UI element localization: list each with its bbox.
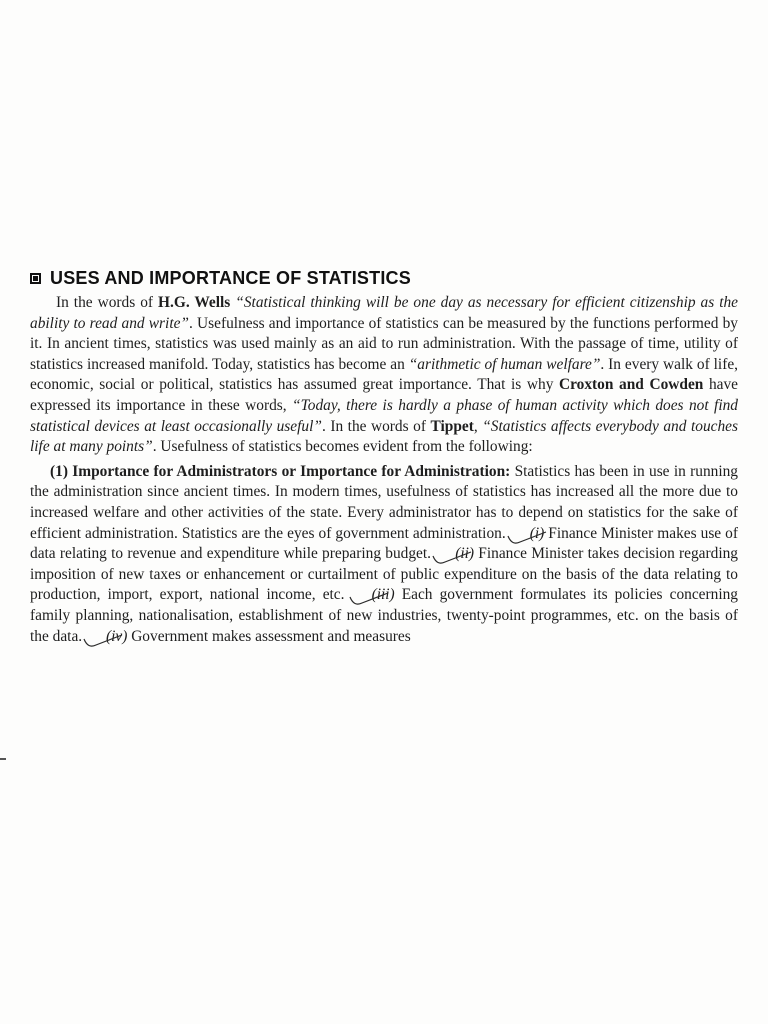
intro-text: ,	[473, 417, 483, 435]
author-wells: H.G. Wells	[158, 294, 231, 311]
administration-text: Statistics has been in use in running the administration since ancient times. In modern times, usefulness of statistics has increased all the more due to increased welfare and other activities of the state. Every administrator has to depend on statistics for the sake of efficient administration. Statistics are the eyes of government administration.	[30, 462, 739, 542]
administration-text: Finance Minister takes decision regarding imposition of new taxes or enhancement or curtailment of public expenditure on the basis of the data relating to production, import, export, national income, etc.	[30, 545, 738, 604]
page-edge-mark	[0, 758, 6, 760]
point-marker-i	[510, 524, 545, 545]
administration-text: Finance Minister makes use of data relating to revenue and expenditure while preparing budget.	[30, 524, 738, 563]
author-croxton-cowden: Croxton and Cowden	[559, 376, 704, 394]
author-tippet: Tippet	[430, 417, 474, 435]
square-bullet-icon	[30, 273, 41, 284]
intro-text: have expressed its importance in these words,	[30, 376, 739, 414]
intro-text: . In every walk of life, economic, social or political, statistics has assumed great importance. That is why	[30, 355, 739, 394]
document-content	[30, 268, 738, 647]
point-marker-iv	[86, 627, 127, 648]
pen-annotation-icon	[431, 546, 475, 568]
quote-wells: “Statistical thinking will be one day as necessary for efficient citizenship as the ability to read and write”	[30, 294, 738, 332]
point-marker-iii	[352, 585, 395, 606]
administration-paragraph	[30, 462, 738, 647]
point-marker-ii	[435, 544, 474, 565]
intro-text: . Usefulness of statistics becomes evident from the following:	[152, 438, 533, 456]
intro-text: In the words of	[56, 294, 159, 311]
point-label-i: (i)	[529, 524, 545, 542]
intro-text: . In the words of	[321, 417, 431, 435]
quote-tippet: “Statistics affects everybody and touches life at many points”	[30, 417, 738, 456]
intro-paragraph	[30, 293, 738, 458]
administration-text: Each government formulates its policies concerning family planning, nationalisation, establishment of new industries, twenty-point programmes, etc. on the basis of the data.	[30, 586, 738, 645]
section-heading	[30, 268, 738, 289]
point-label-iv: (iv)	[105, 627, 128, 645]
section-heading-text: USES AND IMPORTANCE OF STATISTICS	[50, 268, 411, 288]
pen-annotation-icon	[82, 629, 126, 651]
subsection-title: (1) Importance for Administrators or Importance for Administration:	[50, 462, 511, 480]
intro-text: . Usefulness and importance of statistics can be measured by the functions performed by it. In ancient times, statistics was used mainly as an aid to run administration. With the passage of time, utility of statistics increased manifold. Today, statistics has become an	[30, 314, 738, 373]
quote-croxton: “Today, there is hardly a phase of human activity which does not find statistical devices at least occasionally useful”	[30, 396, 738, 435]
administration-text: Government makes assessment and measures	[127, 627, 411, 645]
point-label-iii: (iii)	[371, 586, 395, 604]
pen-annotation-icon	[506, 526, 550, 548]
quote-arithmetic: “arithmetic of human welfare”	[408, 355, 601, 373]
point-label-ii: (ii)	[455, 545, 475, 563]
pen-annotation-icon	[348, 587, 392, 609]
